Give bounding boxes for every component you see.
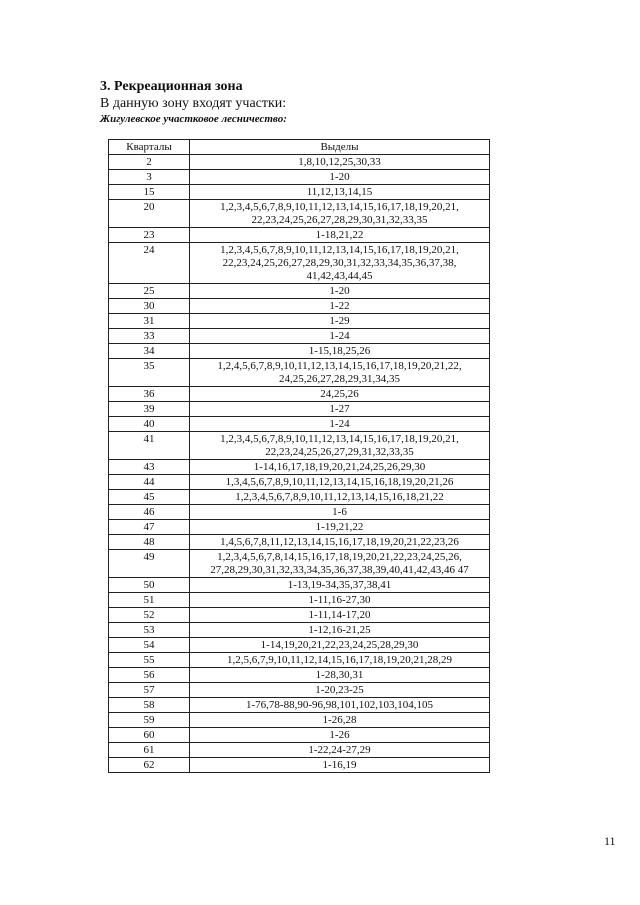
quarter-cell: 2 (109, 155, 190, 170)
parcels-cell: 1-14,16,17,18,19,20,21,24,25,26,29,30 (190, 460, 490, 475)
table-row (109, 314, 490, 329)
page-number: 11 (604, 834, 616, 848)
parcels-cell: 1-14,19,20,21,22,23,24,25,28,29,30 (190, 638, 490, 653)
table-row (109, 359, 490, 387)
table-row (109, 460, 490, 475)
table-row (109, 623, 490, 638)
parcels-cell: 1-12,16-21,25 (190, 623, 490, 638)
table-row (109, 417, 490, 432)
quarter-cell: 31 (109, 314, 190, 329)
table-row (109, 743, 490, 758)
parcels-cell: 24,25,26 (190, 387, 490, 402)
quarter-cell: 60 (109, 728, 190, 743)
parcels-cell: 1-13,19-34,35,37,38,41 (190, 578, 490, 593)
quarter-cell: 56 (109, 668, 190, 683)
table-row (109, 329, 490, 344)
quarter-cell: 46 (109, 505, 190, 520)
quarter-cell: 33 (109, 329, 190, 344)
quarter-cell: 62 (109, 758, 190, 773)
header-parcels: Выделы (190, 140, 490, 155)
quarter-cell: 41 (109, 432, 190, 460)
quarter-cell: 55 (109, 653, 190, 668)
quarter-cell: 15 (109, 185, 190, 200)
table-row (109, 683, 490, 698)
table-row (109, 520, 490, 535)
parcels-cell: 1,2,3,4,5,6,7,8,9,10,11,12,13,14,15,16,17,18,19,20,21, 22,23,24,25,26,27,29,31,32,33,35 (190, 432, 490, 460)
quarter-cell: 47 (109, 520, 190, 535)
quarter-cell: 49 (109, 550, 190, 578)
parcels-cell: 1-29 (190, 314, 490, 329)
table-header-row (109, 140, 490, 155)
table-row (109, 185, 490, 200)
parcels-cell: 1-11,16-27,30 (190, 593, 490, 608)
parcels-cell: 1,2,3,4,5,6,7,8,9,10,11,12,13,14,15,16,17,18,19,20,21, 22,23,24,25,26,27,28,29,30,31,32,33,34,35,36,37,38, 41,42,43,44,45 (190, 243, 490, 284)
forestry-subheading: Жигулевское участковое лесничество: (100, 113, 287, 125)
table-row (109, 155, 490, 170)
table-row (109, 243, 490, 284)
quarter-cell: 34 (109, 344, 190, 359)
quarter-cell: 45 (109, 490, 190, 505)
parcels-cell: 1-15,18,25,26 (190, 344, 490, 359)
table-body (109, 155, 490, 773)
parcels-cell: 1-26,28 (190, 713, 490, 728)
quarter-cell: 35 (109, 359, 190, 387)
quarter-cell: 40 (109, 417, 190, 432)
table-row (109, 698, 490, 713)
quarter-cell: 44 (109, 475, 190, 490)
quarter-cell: 52 (109, 608, 190, 623)
table-row (109, 758, 490, 773)
header-quarters: Кварталы (109, 140, 190, 155)
quarter-cell: 23 (109, 228, 190, 243)
table-row (109, 344, 490, 359)
parcels-cell: 1-22,24-27,29 (190, 743, 490, 758)
quarter-cell: 48 (109, 535, 190, 550)
parcels-cell: 1-18,21,22 (190, 228, 490, 243)
table-row (109, 402, 490, 417)
parcels-cell: 1,2,5,6,7,9,10,11,12,14,15,16,17,18,19,20,21,28,29 (190, 653, 490, 668)
parcels-cell: 1-27 (190, 402, 490, 417)
parcels-cell: 1,2,3,4,5,6,7,8,14,15,16,17,18,19,20,21,22,23,24,25,26, 27,28,29,30,31,32,33,34,35,36,37,38,39,40,41,42,43,46 47 (190, 550, 490, 578)
table-row (109, 593, 490, 608)
table-row (109, 608, 490, 623)
parcels-cell: 1,4,5,6,7,8,11,12,13,14,15,16,17,18,19,20,21,22,23,26 (190, 535, 490, 550)
quarter-cell: 50 (109, 578, 190, 593)
table-row (109, 228, 490, 243)
quarter-cell: 36 (109, 387, 190, 402)
table-row (109, 299, 490, 314)
parcels-cell: 1-22 (190, 299, 490, 314)
quarter-cell: 59 (109, 713, 190, 728)
table-row (109, 170, 490, 185)
parcels-cell: 1-11,14-17,20 (190, 608, 490, 623)
table-row (109, 490, 490, 505)
section-intro: В данную зону входят участки: (100, 96, 287, 111)
parcels-cell: 1-16,19 (190, 758, 490, 773)
table-row (109, 200, 490, 228)
parcels-cell: 1-26 (190, 728, 490, 743)
parcels-cell: 1-20,23-25 (190, 683, 490, 698)
parcels-cell: 1,2,3,4,5,6,7,8,9,10,11,12,13,14,15,16,17,18,19,20,21, 22,23,24,25,26,27,28,29,30,31,32,33,35 (190, 200, 490, 228)
parcels-cell: 1-24 (190, 329, 490, 344)
quarter-cell: 57 (109, 683, 190, 698)
table-row (109, 638, 490, 653)
parcels-cell: 1-19,21,22 (190, 520, 490, 535)
parcels-cell: 1-28,30,31 (190, 668, 490, 683)
quarter-cell: 20 (109, 200, 190, 228)
parcels-cell: 1,2,3,4,5,6,7,8,9,10,11,12,13,14,15,16,18,21,22 (190, 490, 490, 505)
table-row (109, 284, 490, 299)
table-row (109, 387, 490, 402)
quarter-cell: 58 (109, 698, 190, 713)
parcels-cell: 1-76,78-88,90-96,98,101,102,103,104,105 (190, 698, 490, 713)
table-row (109, 728, 490, 743)
parcels-cell: 1,2,4,5,6,7,8,9,10,11,12,13,14,15,16,17,18,19,20,21,22, 24,25,26,27,28,29,31,34,35 (190, 359, 490, 387)
table-row (109, 550, 490, 578)
table-row (109, 432, 490, 460)
table-row (109, 578, 490, 593)
parcels-table (108, 139, 490, 773)
parcels-cell: 1,3,4,5,6,7,8,9,10,11,12,13,14,15,16,18,19,20,21,26 (190, 475, 490, 490)
quarter-cell: 25 (109, 284, 190, 299)
section-heading: 3. Рекреационная зона (100, 79, 243, 94)
parcels-cell: 1-20 (190, 170, 490, 185)
quarter-cell: 61 (109, 743, 190, 758)
parcels-cell: 1-6 (190, 505, 490, 520)
quarter-cell: 43 (109, 460, 190, 475)
table-row (109, 505, 490, 520)
parcels-cell: 1-24 (190, 417, 490, 432)
table-row (109, 535, 490, 550)
table-row (109, 713, 490, 728)
parcels-cell: 11,12,13,14,15 (190, 185, 490, 200)
quarter-cell: 54 (109, 638, 190, 653)
table-row (109, 653, 490, 668)
quarter-cell: 24 (109, 243, 190, 284)
quarter-cell: 53 (109, 623, 190, 638)
quarter-cell: 30 (109, 299, 190, 314)
quarter-cell: 3 (109, 170, 190, 185)
table-row (109, 475, 490, 490)
parcels-cell: 1-20 (190, 284, 490, 299)
parcels-cell: 1,8,10,12,25,30,33 (190, 155, 490, 170)
quarter-cell: 39 (109, 402, 190, 417)
table-row (109, 668, 490, 683)
quarter-cell: 51 (109, 593, 190, 608)
